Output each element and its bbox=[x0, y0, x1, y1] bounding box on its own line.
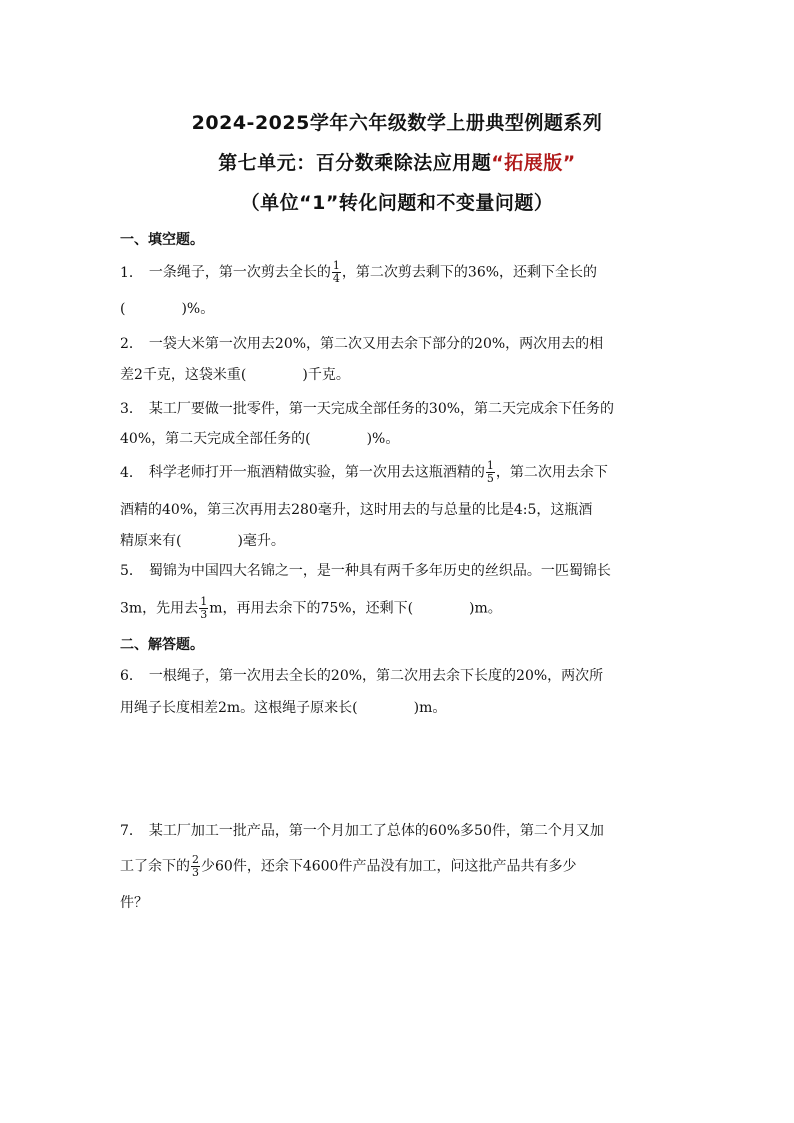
fraction-numerator: 1 bbox=[486, 459, 494, 472]
question-number: 6． bbox=[120, 668, 143, 684]
fraction bbox=[332, 260, 341, 285]
question-7-line-1 bbox=[120, 820, 604, 840]
fraction-denominator: 5 bbox=[486, 472, 494, 485]
blank-close: )毫升。 bbox=[237, 533, 285, 549]
question-6-line-1 bbox=[120, 665, 603, 685]
question-text: 少60件，还余下4600件产品没有加工，问这批产品共有多少 bbox=[201, 858, 577, 875]
question-number: 5． bbox=[120, 563, 143, 579]
title-line-3: （单位“1”转化问题和不变量问题） bbox=[240, 192, 554, 214]
title-line-1: 2024-2025学年六年级数学上册典型例题系列 bbox=[191, 112, 603, 134]
question-4-line-1 bbox=[120, 460, 608, 485]
fraction-numerator: 2 bbox=[192, 853, 199, 866]
blank-close: )千克。 bbox=[302, 367, 350, 383]
question-text: 件？ bbox=[120, 895, 148, 911]
question-number: 4． bbox=[120, 464, 143, 481]
question-text: 3m，先用去 bbox=[120, 600, 199, 617]
question-4-line-3 bbox=[120, 530, 285, 550]
question-text: 40%，第二天完成全部任务的( bbox=[120, 431, 311, 447]
question-3-line-2 bbox=[120, 428, 399, 448]
question-text: 某工厂要做一批零件，第一天完成全部任务的30%，第二天完成余下任务的 bbox=[148, 401, 615, 417]
question-text: ，第二次剪去剩下的36%，还剩下全长的 bbox=[341, 264, 598, 281]
blank-open: ( bbox=[120, 301, 126, 317]
question-7-line-2 bbox=[120, 854, 576, 879]
question-text: 科学老师打开一瓶酒精做实验，第一次用去这瓶酒精的 bbox=[148, 464, 485, 481]
question-text: 一根绳子，第一次用去全长的20%，第二次用去余下长度的20%，两次所 bbox=[148, 668, 604, 684]
blank-close: )m。 bbox=[413, 700, 447, 716]
fraction bbox=[199, 596, 208, 621]
question-number: 2． bbox=[120, 336, 143, 352]
question-5-line-2 bbox=[120, 596, 502, 621]
question-text: 精原来有( bbox=[120, 533, 182, 549]
question-text: ，第二次用去余下 bbox=[495, 464, 608, 481]
question-2-line-2 bbox=[120, 364, 350, 384]
question-text: 某工厂加工一批产品，第一个月加工了总体的60%多50件，第二个月又加 bbox=[148, 823, 604, 839]
fraction bbox=[486, 460, 495, 485]
fraction-denominator: 3 bbox=[192, 866, 199, 879]
title-line-2 bbox=[0, 148, 794, 175]
question-text: 酒精的40%，第三次再用去280毫升，这时用去的与总量的比是4:5，这瓶酒 bbox=[120, 502, 593, 518]
question-text: 工了余下的 bbox=[120, 858, 190, 875]
question-4-line-2 bbox=[120, 499, 592, 519]
question-number: 1． bbox=[120, 264, 143, 281]
fraction-numerator: 1 bbox=[200, 595, 208, 608]
question-number: 7． bbox=[120, 823, 143, 839]
question-1-line-1 bbox=[120, 260, 597, 285]
question-text: 用绳子长度相差2m。这根绳子原来长( bbox=[120, 700, 358, 716]
question-text: 一条绳子，第一次剪去全长的 bbox=[148, 264, 331, 281]
fraction bbox=[191, 854, 200, 879]
question-7-line-3 bbox=[120, 892, 148, 912]
section-fill-in: 一、填空题。 bbox=[120, 232, 204, 248]
question-text: 差2千克，这袋米重( bbox=[120, 367, 247, 383]
section-answer: 二、解答题。 bbox=[120, 637, 204, 653]
fraction-denominator: 3 bbox=[200, 608, 208, 621]
unit-title: 第七单元：百分数乘除法应用题 bbox=[218, 152, 492, 174]
question-2-line-1 bbox=[120, 333, 603, 353]
question-3-line-1 bbox=[120, 398, 614, 418]
question-number: 3． bbox=[120, 401, 143, 417]
fraction-numerator: 1 bbox=[332, 259, 340, 272]
blank-close: )m。 bbox=[469, 600, 502, 617]
question-text: 蜀锦为中国四大名锦之一，是一种具有两千多年历史的丝织品。一匹蜀锦长 bbox=[148, 563, 611, 579]
question-6-line-2 bbox=[120, 697, 446, 717]
blank-close: )%。 bbox=[366, 431, 400, 447]
question-5-line-1 bbox=[120, 560, 611, 580]
question-text: m，再用去余下的75%，还剩下( bbox=[209, 600, 414, 617]
extended-version-label: “拓展版” bbox=[491, 152, 576, 174]
fraction-denominator: 4 bbox=[332, 272, 340, 285]
question-text: 一袋大米第一次用去20%，第二次又用去余下部分的20%，两次用去的相 bbox=[148, 336, 604, 352]
blank-close: )%。 bbox=[181, 301, 215, 317]
question-1-line-2 bbox=[120, 298, 214, 318]
